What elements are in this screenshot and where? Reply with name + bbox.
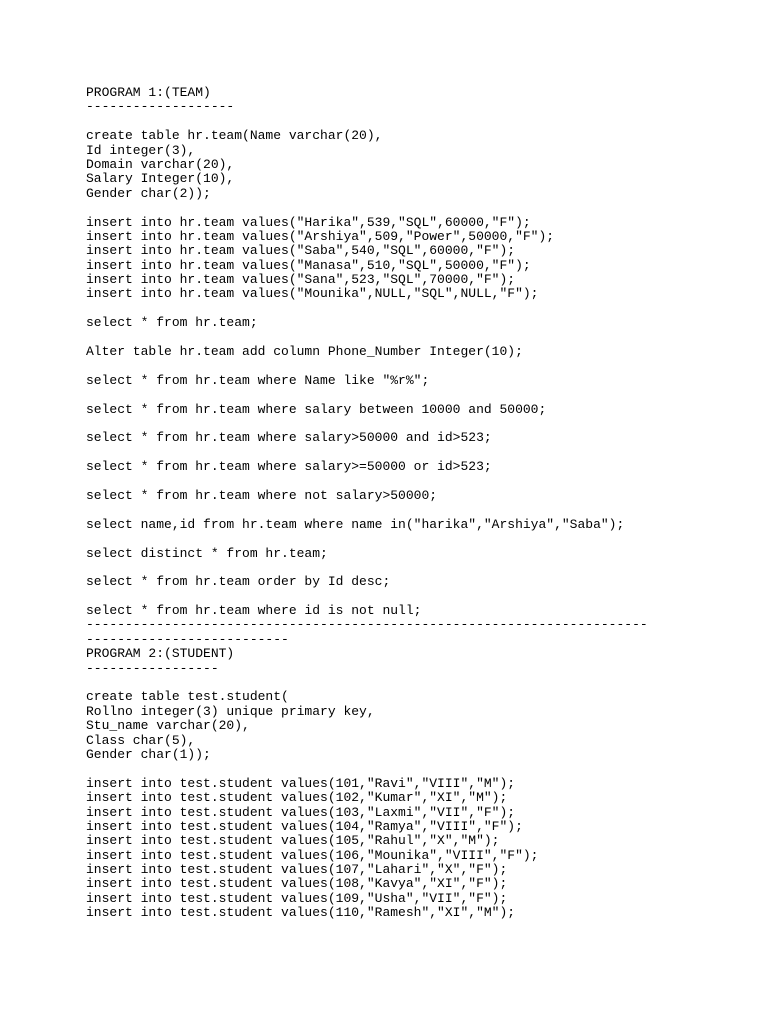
code-line: insert into hr.team values("Harika",539,"SQL",60000,"F"); (86, 214, 531, 230)
code-line: select * from hr.team order by Id desc; (86, 574, 391, 590)
code-line: insert into hr.team values("Sana",523,"SQL",70000,"F"); (86, 272, 516, 288)
code-line: insert into test.student values(110,"Ramesh","XI","M"); (86, 905, 516, 921)
code-line: insert into hr.team values("Saba",540,"SQL",60000,"F"); (86, 243, 516, 259)
code-line: PROGRAM 2:(STUDENT) (86, 646, 235, 662)
code-line: ------------------------------------------------------------------------ (86, 617, 648, 633)
code-line: Gender char(1)); (86, 746, 211, 762)
code-line: insert into hr.team values("Mounika",NULL,"SQL",NULL,"F"); (86, 286, 539, 302)
code-line (86, 503, 686, 517)
code-line: ----------------- (86, 660, 219, 676)
code-line: Class char(5), (86, 732, 196, 748)
code-listing (86, 86, 686, 921)
code-line (86, 532, 686, 546)
code-line: select * from hr.team where not salary>50000; (86, 487, 438, 503)
code-line (86, 331, 686, 345)
code-line: Stu_name varchar(20), (86, 718, 250, 734)
code-line: Domain varchar(20), (86, 156, 235, 172)
code-line (86, 446, 686, 460)
code-line (86, 388, 686, 402)
code-line: insert into test.student values(103,"Laxmi","VII","F"); (86, 804, 516, 820)
code-line: insert into test.student values(105,"Rahul","X","M"); (86, 833, 500, 849)
code-line: select * from hr.team where salary between 10000 and 50000; (86, 401, 547, 417)
code-line (86, 417, 686, 431)
code-line (86, 302, 686, 316)
code-line (86, 561, 686, 575)
code-line: Alter table hr.team add column Phone_Number Integer(10); (86, 344, 523, 360)
code-line: insert into test.student values(101,"Ravi","VIII","M"); (86, 775, 516, 791)
code-line: insert into hr.team values("Arshiya",509,"Power",50000,"F"); (86, 228, 555, 244)
code-line (86, 475, 686, 489)
code-line: insert into test.student values(108,"Kavya","XI","F"); (86, 876, 508, 892)
code-line: select * from hr.team; (86, 315, 258, 331)
code-line: PROGRAM 1:(TEAM) (86, 85, 211, 100)
code-line: insert into hr.team values("Manasa",510,"SQL",50000,"F"); (86, 257, 531, 273)
code-line: Rollno integer(3) unique primary key, (86, 703, 375, 719)
code-line: ------------------- (86, 99, 235, 115)
code-line: select * from hr.team where Name like "%r%"; (86, 372, 430, 388)
code-line: Gender char(2)); (86, 185, 211, 201)
code-line (86, 590, 686, 604)
code-line (86, 762, 686, 776)
code-line (86, 115, 686, 129)
code-line: insert into test.student values(107,"Lahari","X","F"); (86, 862, 508, 878)
code-line: select name,id from hr.team where name in("harika","Arshiya","Saba"); (86, 516, 625, 532)
code-line: Salary Integer(10), (86, 171, 235, 187)
code-line: select * from hr.team where salary>50000 and id>523; (86, 430, 492, 446)
code-line (86, 676, 686, 690)
code-line (86, 359, 686, 373)
code-line: -------------------------- (86, 631, 289, 647)
code-line: insert into test.student values(104,"Ramya","VIII","F"); (86, 818, 523, 834)
code-line: Id integer(3), (86, 142, 196, 158)
code-line: select * from hr.team where salary>=50000 or id>523; (86, 459, 492, 475)
code-line: insert into test.student values(109,"Usha","VII","F"); (86, 890, 508, 906)
code-line: select * from hr.team where id is not null; (86, 603, 422, 619)
code-line: select distinct * from hr.team; (86, 545, 328, 561)
code-line (86, 201, 686, 215)
code-line: create table hr.team(Name varchar(20), (86, 128, 383, 144)
code-line: insert into test.student values(106,"Mounika","VIII","F"); (86, 847, 539, 863)
code-line: insert into test.student values(102,"Kumar","XI","M"); (86, 790, 508, 806)
code-line: create table test.student( (86, 689, 289, 705)
